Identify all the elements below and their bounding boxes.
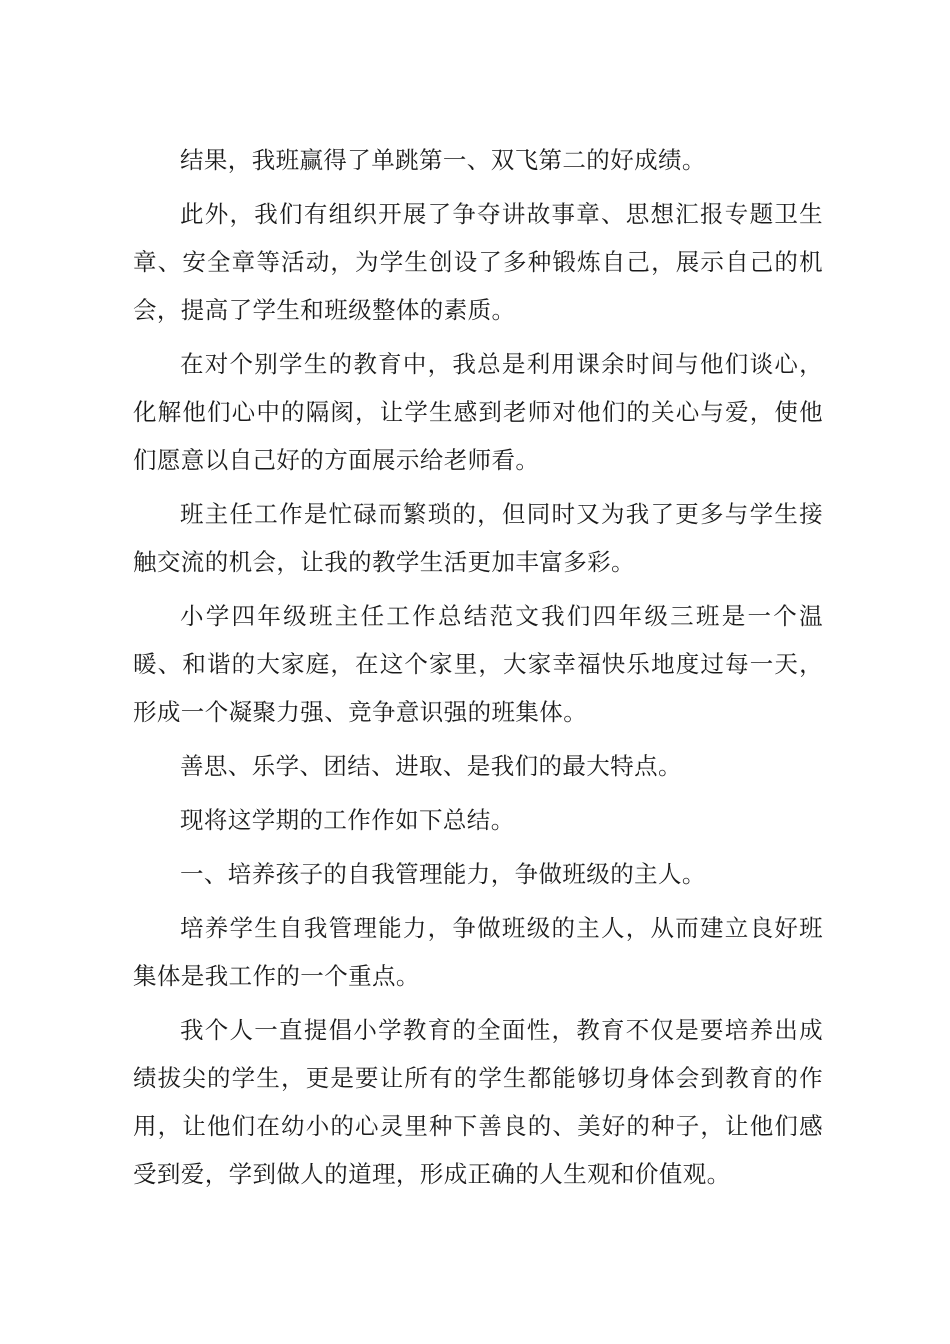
paragraph: 培养学生自我管理能力，争做班级的主人，从而建立良好班集体是我工作的一个重点。 xyxy=(133,914,823,990)
paragraph: 班主任工作是忙碌而繁琐的，但同时又为我了更多与学生接触交流的机会，让我的教学生活更加丰富多彩。 xyxy=(133,500,823,576)
paragraph: 善思、乐学、团结、进取、是我们的最大特点。 xyxy=(180,752,682,780)
document-body xyxy=(133,136,823,1204)
paragraph: 在对个别学生的教育中，我总是利用课余时间与他们谈心，化解他们心中的隔阂，让学生感到老师对他们的关心与爱，使他们愿意以自己好的方面展示给老师看。 xyxy=(133,350,823,474)
paragraph: 小学四年级班主任工作总结范文我们四年级三班是一个温暖、和谐的大家庭，在这个家里，大家幸福快乐地度过每一天，形成一个凝聚力强、竞争意识强的班集体。 xyxy=(133,602,823,726)
paragraph: 结果，我班赢得了单跳第一、双飞第二的好成绩。 xyxy=(180,146,706,174)
paragraph: 现将这学期的工作作如下总结。 xyxy=(180,806,515,834)
paragraph: 我个人一直提倡小学教育的全面性，教育不仅是要培养出成绩拔尖的学生，更是要让所有的学生都能够切身体会到教育的作用，让他们在幼小的心灵里种下善良的、美好的种子，让他们感受到爱，学到做人的道理，形成正确的人生观和价值观。 xyxy=(133,1016,823,1188)
section-heading: 一、培养孩子的自我管理能力，争做班级的主人。 xyxy=(180,860,706,888)
paragraph: 此外，我们有组织开展了争夺讲故事章、思想汇报专题卫生章、安全章等活动，为学生创设了多种锻炼自己，展示自己的机会，提高了学生和班级整体的素质。 xyxy=(133,200,823,324)
